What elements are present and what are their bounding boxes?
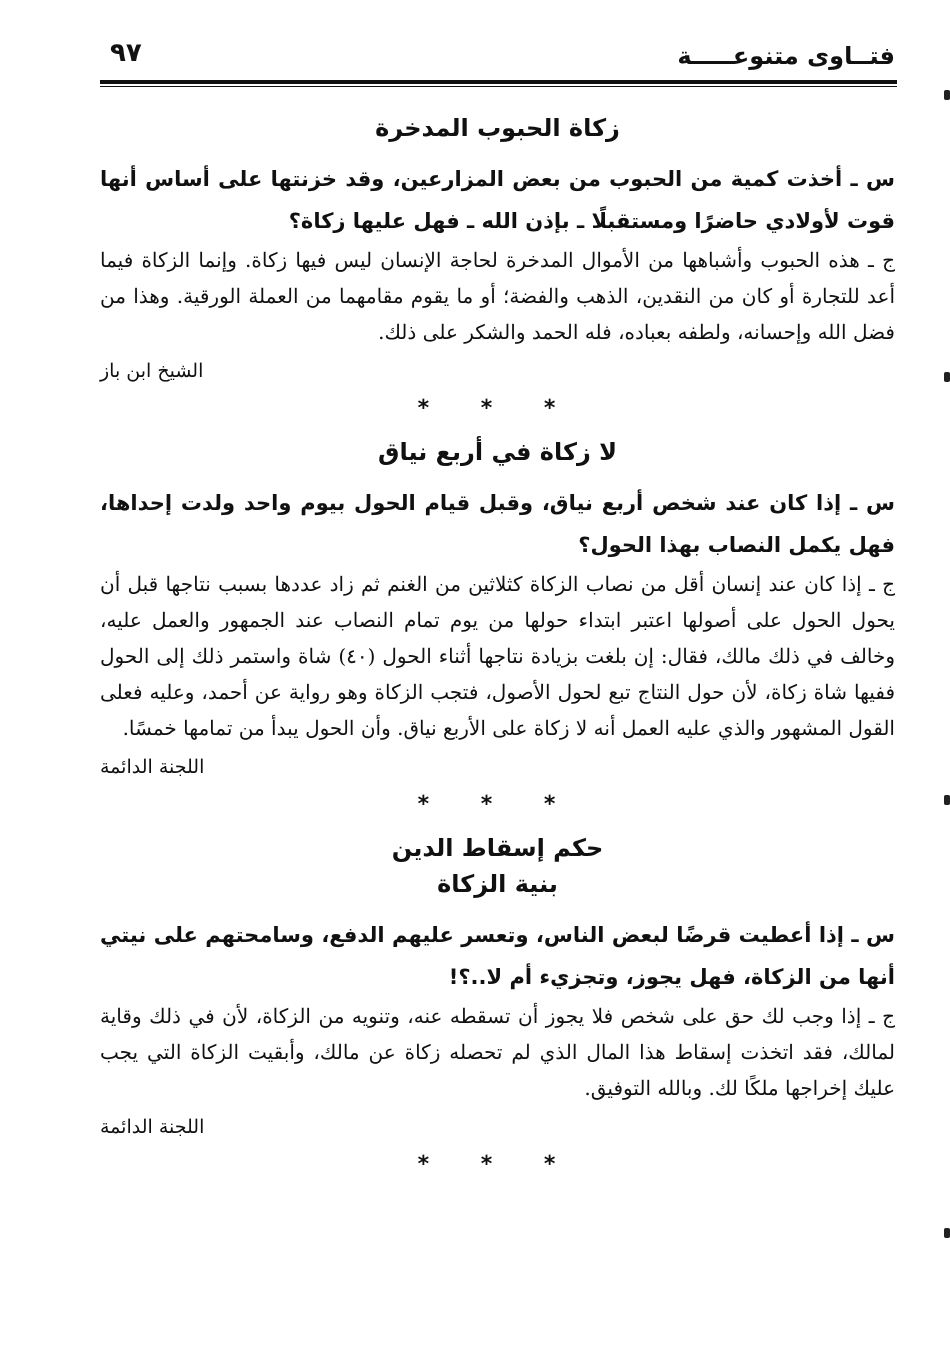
signature-text: الشيخ ابن باز xyxy=(100,360,204,382)
section-2 xyxy=(100,434,895,784)
scan-mark xyxy=(944,372,950,382)
signature-text: اللجنة الدائمة xyxy=(100,1116,205,1138)
section-3 xyxy=(100,830,895,1144)
separator-stars: * * * xyxy=(417,792,578,817)
signature-text: اللجنة الدائمة xyxy=(100,756,205,778)
scan-mark xyxy=(944,795,950,805)
question-text: س ـ إذا أعطيت قرضًا لبعض الناس، وتعسر عليهم الدفع، وسامحتهم على نيتي أنها من الزكاة، فهل يجوز، وتجزيء أم لا..؟! xyxy=(100,923,895,989)
separator-stars: * * * xyxy=(417,1152,578,1177)
section-subtitle: بنية الزكاة xyxy=(437,870,558,898)
answer-text: ج ـ هذه الحبوب وأشباهها من الأموال المدخرة لحاجة الإنسان ليس فيها زكاة. وإنما الزكاة فيما أعد للتجارة أو كان من النقدين، الذهب والفضة؛ أو ما يقوم مقامهما من العملة الورقية. وهذا من فضل الله وإحسانه، ولطفه بعباده، فله الحمد والشكر على ذلك. xyxy=(100,248,895,344)
section-1 xyxy=(100,110,895,388)
header-rule-thin xyxy=(100,86,897,87)
scan-mark xyxy=(944,90,950,100)
signature xyxy=(100,750,895,784)
question-text: س ـ إذا كان عند شخص أربع نياق، وقبل قيام الحول بيوم واحد ولدت إحداها، فهل يكمل النصاب بهذا الحول؟ xyxy=(100,491,895,557)
answer-text: ج ـ إذا وجب لك حق على شخص فلا يجوز أن تسقطه عنه، وتنويه من الزكاة، لأن في ذلك وقاية لمالك، فقد اتخذت إسقاط هذا المال الذي لم تحصله زكاة عن مالك، وأبقيت الزكاة التي يجب عليك إخراجها ملكًا لك. وبالله التوفيق. xyxy=(100,1004,895,1100)
signature xyxy=(100,354,895,388)
section-title: لا زكاة في أربع نياق xyxy=(378,438,617,466)
page-body xyxy=(100,100,895,1186)
section-title: حكم إسقاط الدين xyxy=(391,834,604,862)
scan-mark xyxy=(944,1228,950,1238)
question-text: س ـ أخذت كمية من الحبوب من بعض المزارعين، وقد خزنتها على أساس أنها قوت لأولادي حاضرًا ومستقبلًا ـ بإذن الله ـ فهل عليها زكاة؟ xyxy=(100,167,895,233)
page-number: ٩٧ xyxy=(110,38,142,68)
header-rule xyxy=(100,80,897,84)
separator-stars: * * * xyxy=(417,396,578,421)
signature xyxy=(100,1110,895,1144)
section-title: زكاة الحبوب المدخرة xyxy=(375,114,620,142)
page-header xyxy=(100,36,895,76)
running-title: فتــاوى متنوعـــــة xyxy=(677,42,895,70)
answer-text: ج ـ إذا كان عند إنسان أقل من نصاب الزكاة كثلاثين من الغنم ثم زاد عددها بسبب نتاجها قبل أن يحول الحول على أصولها اعتبر ابتداء حولها من يوم تمام النصاب عند الجمهور والعمل عليه، وخالف في ذلك مالك، فقال: إن بلغت بزيادة نتاجها أثناء الحول (٤٠) شاة واستمر ذلك إلى الحول ففيها شاة زكاة، لأن حول النتاج تبع لحول الأصول، فتجب الزكاة وهو رواية عن أحمد، وعليه فعلى القول المشهور والذي عليه العمل أنه لا زكاة على الأربع نياق. وأن الحول يبدأ من تمامها خمسًا. xyxy=(100,572,895,740)
